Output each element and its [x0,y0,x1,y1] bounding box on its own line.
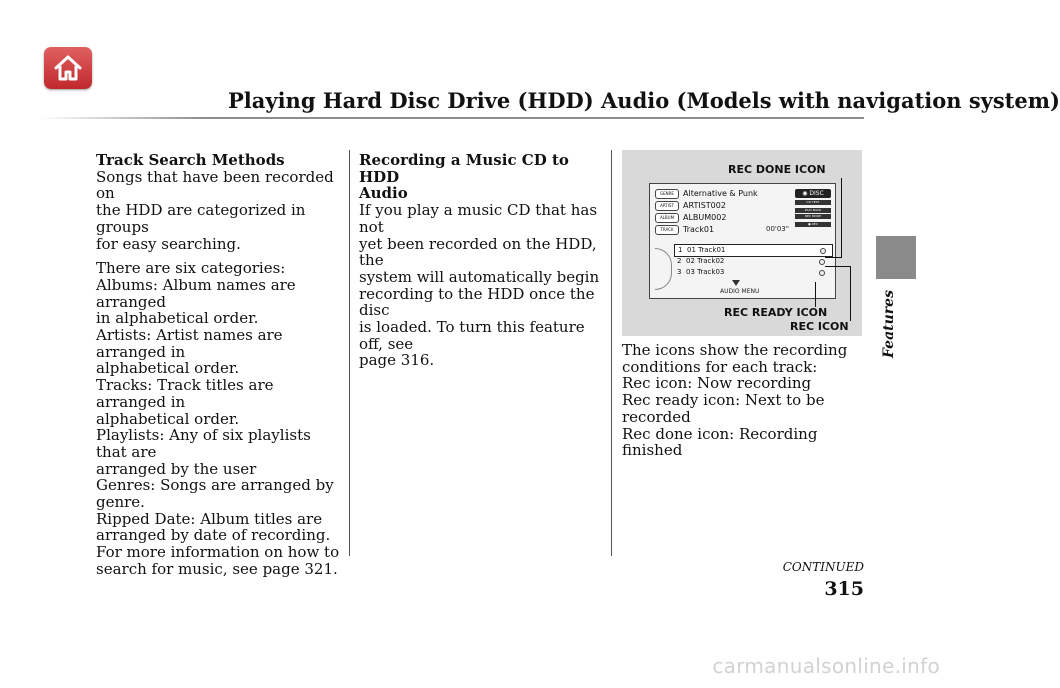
menu-arrow-icon [732,280,740,286]
artist-button[interactable]: ARTIST [655,201,679,211]
leader-line-rec-ready [815,282,816,307]
callout-rec-ready-icon: REC READY ICON [724,306,828,319]
leader-line-rec [850,266,851,321]
column-track-search [96,152,342,578]
disc-source-button[interactable]: ◉ DISC [795,189,831,198]
rec-icon [819,259,825,265]
page-title: Playing Hard Disc Drive (HDD) Audio (Models with navigation system) [228,88,1060,113]
text-line: alphabetical order. [96,409,240,428]
track-row[interactable] [674,256,831,267]
text-line: For more information on how to [96,543,340,562]
column-icon-legend [622,342,872,459]
page-number: 315 [824,578,864,600]
text-line: recording to the HDD once the disc [359,284,595,320]
section-tab-label: Features [881,290,897,358]
column-recording [359,152,609,369]
rec-ready-icon [819,270,825,276]
section-heading-recording-2: Audio [359,184,408,203]
text-line: for easy searching. [96,234,241,253]
home-button[interactable] [44,47,92,89]
cd-text-button[interactable]: CD TEXT [795,200,831,205]
text-line: is loaded. To turn this feature off, see [359,318,585,353]
text-line: alphabetical order. [96,359,240,378]
artist-value: ARTIST002 [683,201,726,210]
text-line: If you play a music CD that has not [359,201,598,236]
text-line: Playlists: Any of six playlists that are [96,426,311,461]
track-number: 1 [678,246,683,254]
text-line: Artists: Artist names are arranged in [96,326,283,361]
album-button[interactable]: ALBUM [655,213,679,223]
watermark: carmanualsonline.info [712,654,940,678]
text-line: the HDD are categorized in groups [96,201,306,236]
text-line: genre. [96,493,145,512]
rec-mode-button[interactable]: REC MODE [795,214,831,219]
text-line: arranged by the user [96,459,257,478]
genre-value: Alternative & Punk [683,189,758,198]
text-line: Ripped Date: Album titles are [96,509,323,528]
text-line: Rec icon: Now recording [622,374,812,393]
text-line: page 316. [359,351,435,370]
section-tab-marker [876,236,916,279]
disc-graphic [655,248,672,290]
section-heading-recording: Recording a Music CD to HDD [359,151,569,186]
leader-line-rec-done-h [825,257,842,258]
text-line: yet been recorded on the HDD, the [359,234,597,270]
text-line: Rec done icon: Recording finished [622,424,818,460]
text-line: search for music, see page 321. [96,559,338,578]
callout-rec-done-icon: REC DONE ICON [728,163,826,176]
callout-rec-icon: REC ICON [790,320,849,333]
text-line: Songs that have been recorded on [96,167,334,203]
column-divider-2 [611,150,612,556]
genre-button[interactable]: GENRE [655,189,679,199]
column-divider-1 [349,150,350,556]
track-number: 2 [677,257,682,265]
text-line: in alphabetical order. [96,309,259,328]
text-line: Albums: Album names are arranged [96,275,296,311]
rec-button[interactable]: ● REC [795,222,831,227]
audio-screen [649,183,836,299]
play-back-button[interactable]: PLAY BACK [795,208,831,213]
track-number: 3 [677,268,682,276]
text-line: arranged by date of recording. [96,526,331,545]
header-divider [40,117,864,119]
leader-line-rec-h [825,266,851,267]
text-line: Tracks: Track titles are arranged in [96,376,274,411]
text-line: There are six categories: [96,259,286,278]
section-heading-track-search: Track Search Methods [96,151,285,169]
section-tab[interactable] [876,280,900,360]
leader-line-rec-done [841,178,842,258]
track-name: 02 Track02 [686,257,725,265]
text-line: The icons show the recording [622,341,848,359]
continued-label: CONTINUED [782,560,864,574]
track-name: 01 Track01 [687,246,726,254]
text-line: Genres: Songs are arranged by [96,476,334,495]
rec-done-icon [820,248,826,254]
track-row[interactable] [674,267,831,278]
text-line: Rec ready icon: Next to be recorded [622,391,825,426]
text-line: conditions for each track: [622,357,818,376]
album-value: ALBUM002 [683,213,727,222]
track-value: Track01 [683,225,715,234]
home-icon [53,53,83,83]
play-time: 00'03" [766,225,789,233]
hdd-screen-figure [622,150,862,336]
track-button[interactable]: TRACK [655,225,679,235]
audio-menu-button[interactable]: AUDIO MENU [720,288,760,295]
text-line: system will automatically begin [359,267,600,286]
track-name: 03 Track03 [686,268,725,276]
